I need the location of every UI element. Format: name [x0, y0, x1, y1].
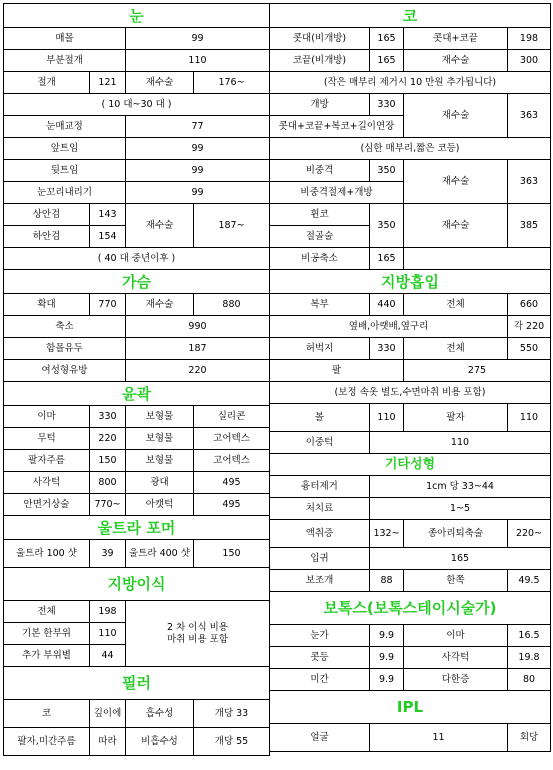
fatgraft-extra-label: 추가 부위별: [4, 645, 90, 667]
other-bo-label: 보조개: [270, 570, 370, 592]
filler-nose-kind: 흡수성: [126, 700, 194, 728]
nose-deviated-label: 비중격: [270, 160, 370, 182]
nose-redo-label: 재수술: [404, 94, 508, 138]
lipo-arm2-label: 팔자: [404, 404, 508, 432]
ultra-title: 울트라 포머: [4, 516, 270, 540]
eye-upper-price: 143: [90, 204, 126, 226]
nose-r2b-price: 300: [508, 50, 551, 72]
nose-deviated2-label: 비중격절제+개방: [270, 182, 404, 204]
ultra-100-price: 39: [90, 540, 126, 568]
fatgraft-all-price: 198: [90, 601, 126, 623]
nose-r2b-label: 재수술: [404, 50, 508, 72]
nose-redo3-price: 385: [508, 204, 551, 248]
eye-corner-label: 눈꼬리내리기: [4, 182, 126, 204]
eye-maegol-price: 99: [126, 28, 270, 50]
lipo-arm-price: 275: [404, 360, 551, 382]
other-wart-label: 처치료: [270, 498, 370, 520]
lipo-cheek-label: 볼: [270, 404, 370, 432]
breast-redo-label: 재수술: [126, 294, 194, 316]
eye-incision-redo-price: 176~: [194, 72, 270, 94]
filler-nose-label: 코: [4, 700, 90, 728]
contour-chin-price: 220: [90, 428, 126, 450]
contour-square-label: 사각턱: [4, 472, 90, 494]
fatgraft-note: [126, 601, 270, 667]
left-column: [3, 3, 269, 756]
breast-title: 가슴: [4, 270, 270, 294]
breast-inverted-price: 187: [126, 338, 270, 360]
botox-title: 보톡스(보톡스테이시술가): [270, 592, 551, 625]
filler-nose-unit: 개당 33: [194, 700, 270, 728]
eye-incision-redo-label: 재수술: [126, 72, 194, 94]
other-ear-price: 165: [370, 548, 551, 570]
contour-forehead-label: 이마: [4, 406, 90, 428]
ultra-400-label: 울트라 400 샷: [126, 540, 194, 568]
other-wart-price: 1~5: [370, 498, 551, 520]
breast-reduce-price: 990: [126, 316, 270, 338]
contour-chinbone-price: 495: [194, 494, 270, 516]
nose-r1-price: 165: [370, 28, 404, 50]
breast-male-label: 여성형유방: [4, 360, 126, 382]
contour-smile-material: 고어텍스: [194, 450, 270, 472]
nose-r2-price: 165: [370, 50, 404, 72]
botox-r1-a: 콧등: [270, 647, 370, 669]
eye-maegol-label: 매몰: [4, 28, 126, 50]
lipo-flank-label: 옆배,아랫배,옆구리: [270, 316, 508, 338]
botox-r2-b: 다한증: [404, 669, 508, 691]
nose-ala-empty: [404, 248, 551, 270]
eye-upper-label: 상안검: [4, 204, 90, 226]
ipl-unit: 회당: [508, 724, 551, 752]
eye-corner-price: 99: [126, 182, 270, 204]
eye-partial-price: 110: [126, 50, 270, 72]
botox-r1-bp: 19.8: [508, 647, 551, 669]
lipo-flank-price: 각 220: [508, 316, 551, 338]
eye-age-note: ( 10 대~30 대 ): [4, 94, 270, 116]
nose-r1b-label: 콧대+코끝: [404, 28, 508, 50]
contour-forehead-material: 실리콘: [194, 406, 270, 428]
eye-lid-redo-label: 재수술: [126, 204, 194, 248]
eye-back-label: 뒷트임: [4, 160, 126, 182]
contour-chin-filler: 보형물: [126, 428, 194, 450]
contour-cheek-price: 495: [194, 472, 270, 494]
other-ear-label: 입귀: [270, 548, 370, 570]
breast-aug-label: 확대: [4, 294, 90, 316]
eye-lower-price: 154: [90, 226, 126, 248]
contour-smile-label: 팔자주름: [4, 450, 90, 472]
nose-table: [269, 3, 551, 752]
other-mole-label: 흉터제거: [270, 476, 370, 498]
breast-aug-price: 770: [90, 294, 126, 316]
ultra-400-price: 150: [194, 540, 270, 568]
other-armpit-price: 132~: [370, 520, 404, 548]
botox-r0-bp: 16.5: [508, 625, 551, 647]
nose-open-price: 330: [370, 94, 404, 116]
lipo-double-price: 110: [370, 432, 551, 454]
nose-hump-label: 휜코: [270, 204, 370, 226]
botox-r2-bp: 80: [508, 669, 551, 691]
other-calf-label: 종아리퇴축술: [404, 520, 508, 548]
eye-title: 눈: [4, 4, 270, 28]
fatgraft-extra-price: 44: [90, 645, 126, 667]
nose-deviated-price: 350: [370, 160, 404, 182]
fatgraft-basic-price: 110: [90, 623, 126, 645]
nose-ala-price: 165: [370, 248, 404, 270]
lipo-abd-label: 복부: [270, 294, 370, 316]
eye-incision-label: 절개: [4, 72, 90, 94]
breast-reduce-label: 축소: [4, 316, 126, 338]
botox-r1-ap: 9.9: [370, 647, 404, 669]
nose-title: 코: [270, 4, 551, 28]
nose-hump-note: (심한 매부리,짧은 코등): [270, 138, 551, 160]
eye-front-price: 99: [126, 138, 270, 160]
botox-r1-b: 사각턱: [404, 647, 508, 669]
ipl-face-price: 11: [370, 724, 508, 752]
ipl-face-label: 얼굴: [270, 724, 370, 752]
lipo-abd-all-label: 전체: [404, 294, 508, 316]
nose-hump-price: 350: [370, 204, 404, 248]
eye-incision-price: 121: [90, 72, 126, 94]
botox-r0-a: 눈가: [270, 625, 370, 647]
eye-ptosis-label: 눈매교정: [4, 116, 126, 138]
eye-lid-redo-price: 187~: [194, 204, 270, 248]
right-column: [269, 3, 550, 752]
eye-lower-label: 하안검: [4, 226, 90, 248]
nose-redo2-label: 재수술: [404, 160, 508, 204]
nose-note: (작은 매부리 제거시 10 만원 추가됩니다): [270, 72, 551, 94]
nose-ala-label: 비공축소: [270, 248, 370, 270]
filler-title: 필러: [4, 667, 270, 700]
contour-chin-label: 무턱: [4, 428, 90, 450]
eye-front-label: 앞트임: [4, 138, 126, 160]
contour-title: 윤곽: [4, 382, 270, 406]
contour-forehead-filler: 보형물: [126, 406, 194, 428]
lipo-thigh-price: 330: [370, 338, 404, 360]
fatgraft-all-label: 전체: [4, 601, 90, 623]
filler-smile-type: 따라: [90, 728, 126, 756]
ipl-title: IPL: [270, 691, 551, 724]
eye-back-price: 99: [126, 160, 270, 182]
filler-smile-kind: 비흡수성: [126, 728, 194, 756]
nose-hook-label: 절골술: [270, 226, 370, 248]
lipo-arm2-price: 110: [508, 404, 551, 432]
contour-chin-material: 고어텍스: [194, 428, 270, 450]
nose-combo-label: 콧대+코끝+복코+길이연장: [270, 116, 404, 138]
contour-facial-price: 770~: [90, 494, 126, 516]
lipo-abd-price: 440: [370, 294, 404, 316]
ultra-100-label: 울트라 100 샷: [4, 540, 90, 568]
contour-smile-price: 150: [90, 450, 126, 472]
filler-smile-unit: 개당 55: [194, 728, 270, 756]
eye-partial-label: 부분절개: [4, 50, 126, 72]
other-title: 기타성형: [270, 454, 551, 476]
eye-table: [3, 3, 270, 756]
contour-chinbone-label: 아캣턱: [126, 494, 194, 516]
lipo-thigh-all-label: 전체: [404, 338, 508, 360]
other-armpit-label: 액취증: [270, 520, 370, 548]
lipo-thigh-all-price: 550: [508, 338, 551, 360]
lipo-double-label: 이중턱: [270, 432, 370, 454]
nose-redo-price: 363: [508, 94, 551, 138]
nose-redo2-price: 363: [508, 160, 551, 204]
lipo-title: 지방흡입: [270, 270, 551, 294]
filler-smile-label: 팔자,미간주름: [4, 728, 90, 756]
lipo-note: (보정 속옷 별도,수면마취 비용 포함): [270, 382, 551, 404]
contour-smile-filler: 보형물: [126, 450, 194, 472]
fatgraft-title: 지방이식: [4, 568, 270, 601]
botox-r0-ap: 9.9: [370, 625, 404, 647]
breast-redo-price: 880: [194, 294, 270, 316]
contour-facial-label: 안면거상술: [4, 494, 90, 516]
lipo-arm-label: 팔: [270, 360, 404, 382]
price-sheet: [3, 3, 550, 764]
nose-redo3-label: 재수술: [404, 204, 508, 248]
breast-inverted-label: 함몰유두: [4, 338, 126, 360]
nose-r2-label: 코끝(비개방): [270, 50, 370, 72]
contour-forehead-price: 330: [90, 406, 126, 428]
botox-r2-ap: 9.9: [370, 669, 404, 691]
other-calf-price: 220~: [508, 520, 551, 548]
lipo-cheek-price: 110: [370, 404, 404, 432]
lipo-thigh-label: 허벅지: [270, 338, 370, 360]
fatgraft-note2: 마취 비용 포함: [166, 633, 229, 645]
eye-age-note2: ( 40 대 중년이후 ): [4, 248, 270, 270]
nose-r1-label: 콧대(비개방): [270, 28, 370, 50]
nose-open-label: 개방: [270, 94, 370, 116]
eye-ptosis-price: 77: [126, 116, 270, 138]
lipo-abd-all-price: 660: [508, 294, 551, 316]
fatgraft-note1: 2 차 이식 비용: [167, 621, 228, 633]
botox-r0-b: 이마: [404, 625, 508, 647]
contour-square-price: 800: [90, 472, 126, 494]
nose-r1b-price: 198: [508, 28, 551, 50]
fatgraft-basic-label: 기본 한부위: [4, 623, 90, 645]
other-bo-price: 88: [370, 570, 404, 592]
other-side-price: 49.5: [508, 570, 551, 592]
contour-cheek-label: 광대: [126, 472, 194, 494]
filler-nose-type: 깊이에: [90, 700, 126, 728]
other-mole-price: 1cm 당 33~44: [370, 476, 551, 498]
botox-r2-a: 미간: [270, 669, 370, 691]
other-side-label: 한쪽: [404, 570, 508, 592]
breast-male-price: 220: [126, 360, 270, 382]
